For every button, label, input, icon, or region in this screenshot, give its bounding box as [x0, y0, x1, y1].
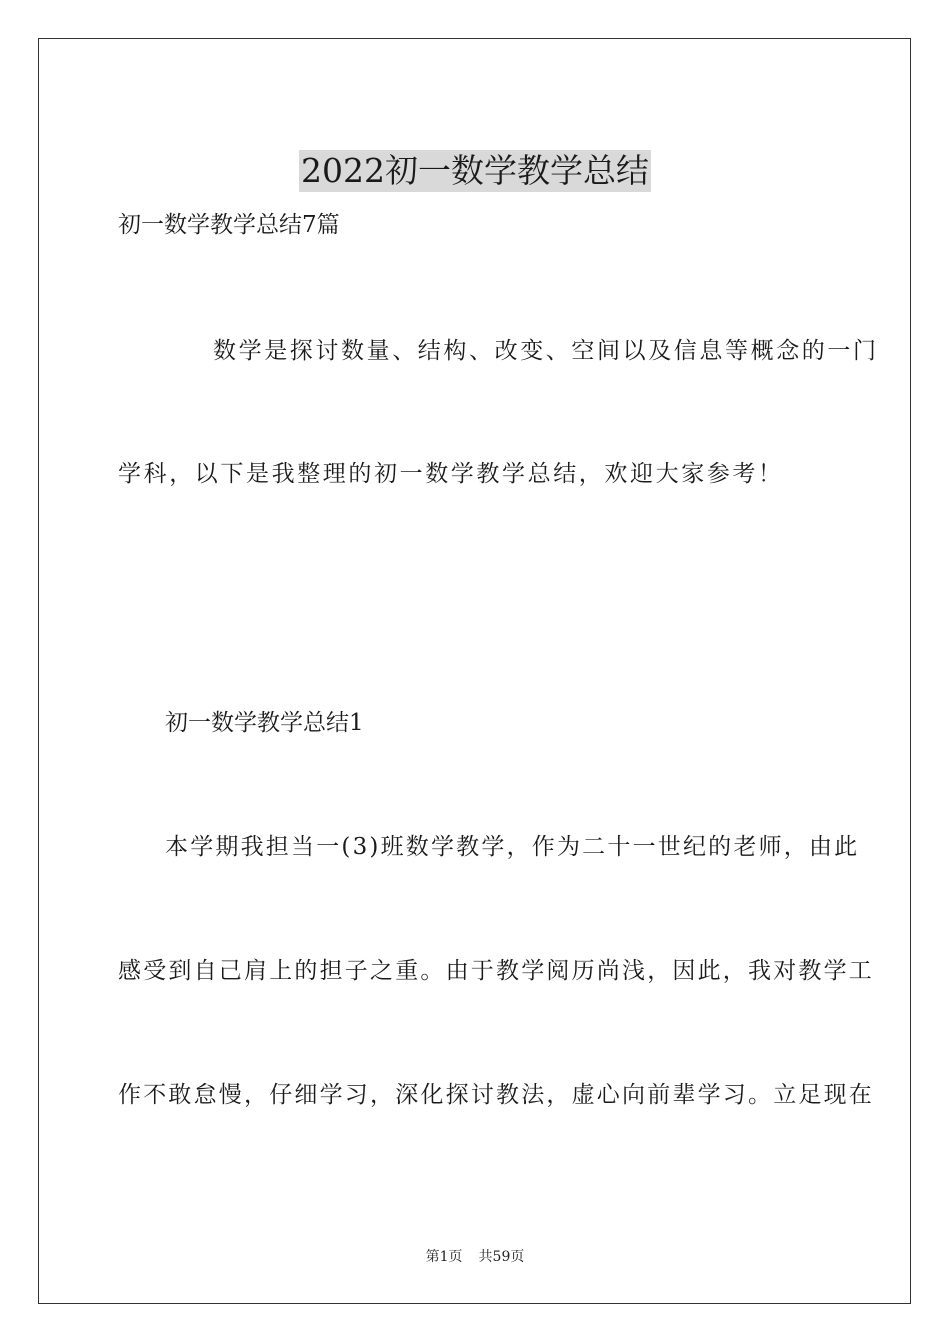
- body-line-3: 作不敢怠慢，仔细学习，深化探讨教法，虚心向前辈学习。立足现在: [118, 1082, 874, 1108]
- page-total: 共59页: [478, 1249, 525, 1265]
- document-title: 2022初一数学教学总结: [301, 151, 649, 191]
- body-line-2: 感受到自己肩上的担子之重。由于教学阅历尚浅，因此，我对教学工: [118, 958, 874, 984]
- title-container: [0, 128, 950, 214]
- document-subtitle: 初一数学教学总结7篇: [118, 212, 340, 238]
- page-number: 第1页: [425, 1249, 463, 1265]
- page-footer: [0, 1248, 950, 1266]
- section-heading: 初一数学教学总结1: [165, 710, 364, 736]
- intro-line-2: 学科，以下是我整理的初一数学教学总结，欢迎大家参考！: [118, 461, 784, 487]
- body-line-1: 本学期我担当一(3)班数学教学，作为二十一世纪的老师，由此: [165, 834, 860, 860]
- intro-line-1: 数学是探讨数量、结构、改变、空间以及信息等概念的一门: [213, 338, 879, 364]
